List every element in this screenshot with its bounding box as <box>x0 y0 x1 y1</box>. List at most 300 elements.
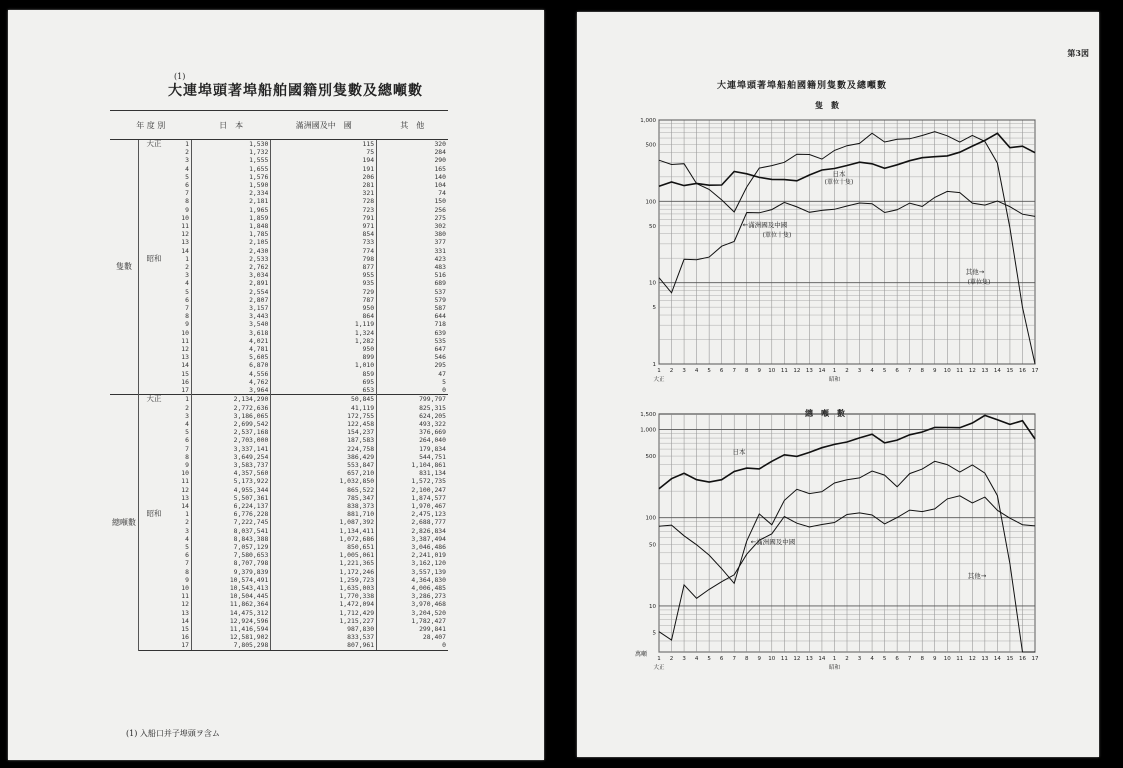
value-cell-other: 535 <box>377 337 448 345</box>
value-cell-japan: 6,870 <box>192 361 271 369</box>
value-cell-other: 299,841 <box>377 625 448 633</box>
era-label <box>139 320 170 328</box>
top-x-tick: 17 <box>1031 368 1039 374</box>
left-page <box>8 10 544 760</box>
value-cell-japan: 8,843,388 <box>192 535 271 543</box>
year-cell: 8 <box>185 452 189 461</box>
value-cell-japan: 1,655 <box>192 165 271 173</box>
year-cell: 4 <box>185 534 189 543</box>
table-row <box>110 592 448 600</box>
table-row <box>110 165 448 173</box>
top-y-tick: 500 <box>645 142 656 149</box>
value-cell-japan: 11,416,594 <box>192 625 271 633</box>
value-cell-manchu-china: 1,010 <box>271 361 377 369</box>
table-row <box>110 140 448 149</box>
era-label <box>139 625 170 633</box>
value-cell-manchu-china: 41,119 <box>271 404 377 412</box>
value-cell-other: 275 <box>377 214 448 222</box>
value-cell-other: 3,970,468 <box>377 600 448 608</box>
value-cell-other: 3,286,273 <box>377 592 448 600</box>
era-label <box>139 238 170 246</box>
bottom-x-tick: 16 <box>1018 656 1026 662</box>
year-cell: 9 <box>185 320 189 329</box>
value-cell-manchu-china: 987,830 <box>271 625 377 633</box>
bottom-x-tick: 8 <box>744 656 749 662</box>
year-cell: 2 <box>185 263 189 272</box>
year-cell: 7 <box>185 444 189 453</box>
era-label <box>139 559 170 567</box>
year-cell: 12 <box>181 230 189 239</box>
label-manchu-bottom: ←滿洲國及中國 <box>750 538 796 546</box>
bottom-y-tick: 1,500 <box>640 412 656 418</box>
table-row <box>110 617 448 625</box>
era-label <box>139 263 170 271</box>
label-manchu-unit-top: (單位十隻) <box>762 232 792 239</box>
bottom-x-tick: 6 <box>895 656 899 662</box>
value-cell-japan: 11,862,364 <box>192 600 271 608</box>
era-label <box>139 576 170 584</box>
year-cell: 5 <box>185 428 189 437</box>
top-y-tick: 50 <box>649 223 656 230</box>
era-label <box>139 633 170 641</box>
top-y-tick: 5 <box>652 305 656 312</box>
value-cell-other: 799,797 <box>377 395 448 404</box>
bottom-x-tick: 17 <box>1031 656 1039 662</box>
top-x-tick: 16 <box>1018 368 1026 374</box>
value-cell-manchu-china: 935 <box>271 279 377 287</box>
statistics-table <box>110 110 448 651</box>
top-x-tick: 8 <box>744 368 749 374</box>
year-cell: 5 <box>185 287 189 296</box>
table-row <box>110 378 448 386</box>
table-row <box>110 641 448 650</box>
value-cell-japan: 4,762 <box>192 378 271 386</box>
value-cell-manchu-china: 1,172,246 <box>271 568 377 576</box>
top-x-era-showa: 昭和 <box>828 377 840 383</box>
value-cell-other: 179,834 <box>377 445 448 453</box>
year-cell: 9 <box>185 460 189 469</box>
bottom-x-tick: 2 <box>669 656 674 662</box>
bottom-x-tick: 11 <box>956 656 964 662</box>
year-cell: 6 <box>185 551 189 560</box>
year-cell: 11 <box>181 222 189 231</box>
year-cell: 13 <box>181 493 189 502</box>
value-cell-other: 2,826,834 <box>377 527 448 535</box>
value-cell-other: 377 <box>377 238 448 246</box>
table-row <box>110 428 448 436</box>
era-label <box>139 329 170 337</box>
value-cell-manchu-china: 787 <box>271 296 377 304</box>
era-label <box>139 404 170 412</box>
value-cell-other: 104 <box>377 181 448 189</box>
value-cell-other: 376,669 <box>377 428 448 436</box>
table-row <box>110 576 448 584</box>
value-cell-manchu-china: 1,324 <box>271 329 377 337</box>
year-cell: 12 <box>181 600 189 609</box>
era-label <box>139 197 170 205</box>
bottom-x-tick: 1 <box>657 656 661 662</box>
table-row <box>110 189 448 197</box>
table-row <box>110 337 448 345</box>
bottom-x-tick: 13 <box>981 656 989 662</box>
table-row <box>110 477 448 485</box>
value-cell-other: 1,104,861 <box>377 461 448 469</box>
value-cell-japan: 10,543,413 <box>192 584 271 592</box>
table-row <box>110 551 448 559</box>
top-x-tick: 11 <box>780 368 788 374</box>
top-x-tick: 7 <box>732 368 736 374</box>
table-row <box>110 559 448 567</box>
value-cell-manchu-china: 187,583 <box>271 436 377 444</box>
top-y-tick: 10 <box>649 280 656 287</box>
year-cell: 6 <box>185 181 189 190</box>
top-y-tick: 100 <box>645 199 656 206</box>
year-cell: 3 <box>185 411 189 420</box>
value-cell-other: 302 <box>377 222 448 230</box>
value-cell-japan: 1,965 <box>192 206 271 214</box>
year-cell: 8 <box>185 197 189 206</box>
value-cell-japan: 4,781 <box>192 345 271 353</box>
table-footnote: (1) 入船口并子埠頭ヲ含ム <box>126 729 220 738</box>
value-cell-japan: 2,533 <box>192 255 271 263</box>
value-cell-manchu-china: 850,651 <box>271 543 377 551</box>
top-x-tick: 4 <box>870 368 874 374</box>
value-cell-other: 3,557,139 <box>377 568 448 576</box>
value-cell-manchu-china: 172,755 <box>271 412 377 420</box>
header-japan: 日 本 <box>192 111 271 140</box>
year-cell: 12 <box>181 485 189 494</box>
year-cell: 13 <box>181 238 189 247</box>
table-row <box>110 535 448 543</box>
value-cell-japan: 5,507,361 <box>192 494 271 502</box>
value-cell-japan: 3,964 <box>192 386 271 395</box>
value-cell-manchu-china: 1,215,227 <box>271 617 377 625</box>
top-x-tick: 12 <box>793 368 801 374</box>
table-title: 大連埠頭著埠船舶國籍別隻數及總噸數 <box>168 83 423 99</box>
value-cell-manchu-china: 154,237 <box>271 428 377 436</box>
value-cell-manchu-china: 194 <box>271 156 377 164</box>
era-label <box>139 148 170 156</box>
value-cell-other: 544,751 <box>377 453 448 461</box>
value-cell-manchu-china: 653 <box>271 386 377 395</box>
top-x-tick: 13 <box>805 368 813 374</box>
table-row <box>110 271 448 279</box>
bottom-y-tick: 1,000 <box>640 427 656 434</box>
year-cell: 10 <box>181 328 189 337</box>
table-row <box>110 197 448 205</box>
table-row <box>110 345 448 353</box>
value-cell-other: 295 <box>377 361 448 369</box>
value-cell-other: 5 <box>377 378 448 386</box>
year-cell: 9 <box>185 575 189 584</box>
header-manchu-china: 滿洲國及中 國 <box>271 111 377 140</box>
year-cell: 16 <box>181 633 189 642</box>
bottom-x-tick: 15 <box>1006 656 1014 662</box>
year-cell: 11 <box>181 336 189 345</box>
era-label <box>139 592 170 600</box>
era-label <box>139 156 170 164</box>
top-x-tick: 13 <box>981 368 989 374</box>
value-cell-japan: 1,576 <box>192 173 271 181</box>
value-cell-other: 516 <box>377 271 448 279</box>
value-cell-other: 2,688,777 <box>377 518 448 526</box>
table-row <box>110 633 448 641</box>
value-cell-manchu-china: 833,537 <box>271 633 377 641</box>
year-cell: 5 <box>185 542 189 551</box>
year-cell: 9 <box>185 205 189 214</box>
top-x-tick: 9 <box>932 368 937 374</box>
era-label <box>139 378 170 386</box>
top-x-tick: 1 <box>657 368 661 374</box>
value-cell-manchu-china: 881,710 <box>271 510 377 518</box>
value-cell-other: 2,100,247 <box>377 486 448 494</box>
value-cell-other: 579 <box>377 296 448 304</box>
value-cell-manchu-china: 950 <box>271 345 377 353</box>
table-row <box>110 412 448 420</box>
year-cell: 1 <box>169 395 192 404</box>
bottom-x-tick: 9 <box>757 656 762 662</box>
era-label <box>139 543 170 551</box>
era-label <box>139 617 170 625</box>
era-label <box>139 412 170 420</box>
era-label <box>139 296 170 304</box>
bottom-x-tick: 8 <box>920 656 924 662</box>
era-label <box>139 353 170 361</box>
bottom-x-tick: 4 <box>694 656 699 662</box>
era-label <box>139 288 170 296</box>
value-cell-japan: 1,859 <box>192 214 271 222</box>
bottom-y-tick: 50 <box>649 542 656 549</box>
table-row <box>110 206 448 214</box>
value-cell-other: 4,006,485 <box>377 584 448 592</box>
top-x-tick: 6 <box>719 368 724 374</box>
year-cell: 7 <box>185 304 189 313</box>
value-cell-japan: 12,924,596 <box>192 617 271 625</box>
value-cell-other: 4,364,830 <box>377 576 448 584</box>
era-label <box>139 527 170 535</box>
top-chart-subtitle: 隻 數 <box>815 100 839 110</box>
value-cell-manchu-china: 729 <box>271 288 377 296</box>
table-row <box>110 296 448 304</box>
value-cell-other: 264,040 <box>377 436 448 444</box>
value-cell-japan: 12,581,902 <box>192 633 271 641</box>
value-cell-other: 647 <box>377 345 448 353</box>
year-cell: 14 <box>181 501 189 510</box>
top-x-tick: 6 <box>895 368 899 374</box>
right-page <box>577 12 1099 757</box>
value-cell-manchu-china: 1,282 <box>271 337 377 345</box>
value-cell-japan: 6,776,228 <box>192 510 271 518</box>
value-cell-other: 0 <box>377 641 448 650</box>
value-cell-other: 624,205 <box>377 412 448 420</box>
label-japan-top: 日本 <box>832 170 846 178</box>
era-label <box>139 428 170 436</box>
value-cell-other: 1,572,735 <box>377 477 448 485</box>
year-cell: 1 <box>185 510 189 519</box>
value-cell-manchu-china: 50,845 <box>271 395 377 404</box>
era-label <box>139 181 170 189</box>
table-row <box>110 320 448 328</box>
value-cell-manchu-china: 864 <box>271 312 377 320</box>
era-label <box>139 189 170 197</box>
bottom-x-tick: 7 <box>907 656 912 662</box>
value-cell-japan: 2,554 <box>192 288 271 296</box>
table-row <box>110 494 448 502</box>
value-cell-other: 689 <box>377 279 448 287</box>
era-label <box>139 469 170 477</box>
era-label <box>139 173 170 181</box>
year-cell: 15 <box>181 369 189 378</box>
value-cell-japan: 2,181 <box>192 197 271 205</box>
label-manchu-top: ←滿洲國及中國 <box>742 221 788 229</box>
era-label <box>139 551 170 559</box>
table-row <box>110 370 448 378</box>
year-cell: 12 <box>181 345 189 354</box>
value-cell-other: 493,322 <box>377 420 448 428</box>
era-label <box>139 453 170 461</box>
label-japan-bottom: 日本 <box>732 448 746 456</box>
bottom-x-tick: 2 <box>845 656 849 662</box>
top-x-tick: 4 <box>694 368 699 374</box>
value-cell-japan: 2,762 <box>192 263 271 271</box>
table-row <box>110 173 448 181</box>
table-row <box>110 279 448 287</box>
year-cell: 4 <box>185 419 189 428</box>
value-cell-other: 423 <box>377 255 448 263</box>
era-label <box>139 641 170 650</box>
value-cell-manchu-china: 281 <box>271 181 377 189</box>
value-cell-other: 537 <box>377 288 448 296</box>
era-label <box>139 461 170 469</box>
group-label-count: 隻數 <box>110 140 139 395</box>
figure-title: 大連埠頭著埠船舶國籍別隻數及總噸數 <box>717 81 888 91</box>
value-cell-manchu-china: 955 <box>271 271 377 279</box>
table-row <box>110 445 448 453</box>
bottom-x-tick: 4 <box>870 656 874 662</box>
value-cell-other: 2,241,019 <box>377 551 448 559</box>
value-cell-japan: 3,618 <box>192 329 271 337</box>
bottom-y-tick: 500 <box>645 454 656 461</box>
era-label: 昭和 <box>146 509 162 519</box>
top-x-tick: 3 <box>682 368 686 374</box>
top-x-tick: 15 <box>1006 368 1014 374</box>
era-label <box>139 279 170 287</box>
value-cell-japan: 10,504,445 <box>192 592 271 600</box>
top-x-tick: 9 <box>757 368 762 374</box>
value-cell-manchu-china: 115 <box>271 140 377 149</box>
value-cell-japan: 3,540 <box>192 320 271 328</box>
label-other-top: 其他→ <box>965 268 985 276</box>
bottom-chart-subtitle: 總 噸 數 <box>805 408 845 418</box>
top-y-tick: 1,000 <box>640 118 656 124</box>
value-cell-japan: 1,785 <box>192 230 271 238</box>
value-cell-other: 1,782,427 <box>377 617 448 625</box>
value-cell-other: 718 <box>377 320 448 328</box>
value-cell-manchu-china: 1,472,094 <box>271 600 377 608</box>
group-label-tonnage: 總噸數 <box>110 395 139 650</box>
table-row <box>110 518 448 526</box>
era-label <box>139 361 170 369</box>
value-cell-other: 546 <box>377 353 448 361</box>
table-row <box>110 148 448 156</box>
value-cell-other: 3,162,120 <box>377 559 448 567</box>
era-label <box>139 518 170 526</box>
value-cell-japan: 7,580,653 <box>192 551 271 559</box>
value-cell-japan: 2,334 <box>192 189 271 197</box>
header-year: 年 度 別 <box>110 111 192 140</box>
era-label <box>139 370 170 378</box>
table-row <box>110 288 448 296</box>
value-cell-manchu-china: 1,072,686 <box>271 535 377 543</box>
value-cell-manchu-china: 1,032,850 <box>271 477 377 485</box>
era-label <box>139 214 170 222</box>
top-x-tick: 7 <box>907 368 912 374</box>
value-cell-manchu-china: 854 <box>271 230 377 238</box>
value-cell-other: 140 <box>377 173 448 181</box>
bottom-x-tick: 1 <box>832 656 837 662</box>
era-label: 大正 <box>146 139 162 148</box>
top-x-tick: 11 <box>956 368 964 374</box>
year-cell: 5 <box>185 172 189 181</box>
value-cell-manchu-china: 971 <box>271 222 377 230</box>
table-row <box>110 469 448 477</box>
value-cell-manchu-china: 1,134,411 <box>271 527 377 535</box>
value-cell-other: 639 <box>377 329 448 337</box>
table-row <box>110 453 448 461</box>
year-cell: 3 <box>185 156 189 165</box>
value-cell-manchu-china: 785,347 <box>271 494 377 502</box>
era-label <box>139 345 170 353</box>
top-x-tick: 5 <box>882 368 887 374</box>
value-cell-manchu-china: 774 <box>271 247 377 255</box>
bottom-x-tick: 5 <box>707 656 711 662</box>
table-row <box>110 568 448 576</box>
year-cell: 2 <box>185 148 189 157</box>
year-cell: 8 <box>185 567 189 576</box>
table-row <box>110 361 448 369</box>
year-cell: 1 <box>185 254 189 263</box>
value-cell-other: 28,407 <box>377 633 448 641</box>
year-cell: 7 <box>185 559 189 568</box>
value-cell-manchu-china: 859 <box>271 370 377 378</box>
bottom-x-tick: 10 <box>943 656 951 662</box>
value-cell-japan: 3,034 <box>192 271 271 279</box>
value-cell-manchu-china: 798 <box>271 255 377 263</box>
header-other: 其 他 <box>377 111 448 140</box>
year-cell: 10 <box>181 213 189 222</box>
bottom-x-tick: 10 <box>768 656 776 662</box>
table-row <box>110 543 448 551</box>
top-x-tick: 5 <box>707 368 711 374</box>
table-row <box>110 600 448 608</box>
table-row <box>110 420 448 428</box>
value-cell-manchu-china: 899 <box>271 353 377 361</box>
table-row <box>110 584 448 592</box>
value-cell-japan: 7,057,129 <box>192 543 271 551</box>
value-cell-other: 1,970,467 <box>377 502 448 510</box>
year-cell: 11 <box>181 477 189 486</box>
value-cell-manchu-china: 206 <box>271 173 377 181</box>
value-cell-japan: 8,037,541 <box>192 527 271 535</box>
value-cell-other: 290 <box>377 156 448 164</box>
year-cell: 16 <box>181 377 189 386</box>
table-row <box>110 312 448 320</box>
era-label: 大正 <box>139 395 170 404</box>
top-x-tick: 8 <box>920 368 924 374</box>
value-cell-manchu-china: 191 <box>271 165 377 173</box>
year-cell: 11 <box>181 592 189 601</box>
table-row <box>110 238 448 246</box>
